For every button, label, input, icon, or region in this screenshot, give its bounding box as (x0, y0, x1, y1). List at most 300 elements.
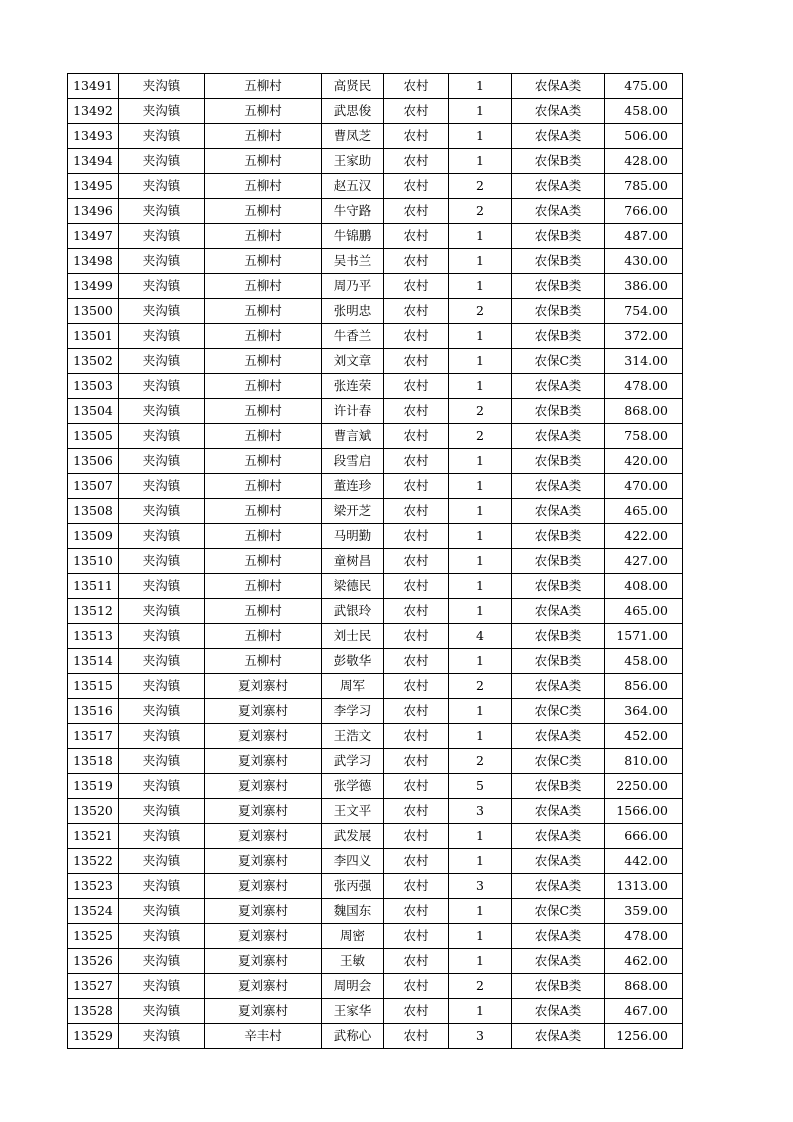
household-type-cell: 农村 (384, 849, 449, 874)
table-row (68, 99, 683, 124)
serial-number-cell: 13525 (68, 924, 119, 949)
amount-cell: 452.00 (605, 724, 683, 749)
serial-number-cell: 13493 (68, 124, 119, 149)
household-type-cell: 农村 (384, 249, 449, 274)
amount-cell: 487.00 (605, 224, 683, 249)
town-cell: 夹沟镇 (119, 874, 205, 899)
serial-number-cell: 13500 (68, 299, 119, 324)
table-row (68, 349, 683, 374)
table-row (68, 824, 683, 849)
roster-body (68, 74, 683, 1049)
table-row (68, 599, 683, 624)
category-cell: 农保A类 (512, 74, 605, 99)
category-cell: 农保A类 (512, 674, 605, 699)
household-type-cell: 农村 (384, 149, 449, 174)
village-cell: 夏刘寨村 (205, 824, 322, 849)
category-cell: 农保B类 (512, 149, 605, 174)
amount-cell: 465.00 (605, 499, 683, 524)
town-cell: 夹沟镇 (119, 749, 205, 774)
serial-number-cell: 13512 (68, 599, 119, 624)
village-cell: 五柳村 (205, 124, 322, 149)
amount-cell: 458.00 (605, 649, 683, 674)
category-cell: 农保B类 (512, 549, 605, 574)
village-cell: 夏刘寨村 (205, 799, 322, 824)
member-count-cell: 3 (449, 1024, 512, 1049)
table-row (68, 199, 683, 224)
serial-number-cell: 13498 (68, 249, 119, 274)
village-cell: 五柳村 (205, 649, 322, 674)
member-count-cell: 1 (449, 899, 512, 924)
village-cell: 五柳村 (205, 74, 322, 99)
household-type-cell: 农村 (384, 424, 449, 449)
town-cell: 夹沟镇 (119, 474, 205, 499)
member-count-cell: 1 (449, 999, 512, 1024)
name-cell: 武思俊 (322, 99, 384, 124)
category-cell: 农保A类 (512, 174, 605, 199)
village-cell: 夏刘寨村 (205, 999, 322, 1024)
town-cell: 夹沟镇 (119, 499, 205, 524)
household-type-cell: 农村 (384, 274, 449, 299)
name-cell: 梁德民 (322, 574, 384, 599)
category-cell: 农保A类 (512, 824, 605, 849)
town-cell: 夹沟镇 (119, 924, 205, 949)
category-cell: 农保A类 (512, 924, 605, 949)
name-cell: 周明会 (322, 974, 384, 999)
town-cell: 夹沟镇 (119, 324, 205, 349)
table-row (68, 624, 683, 649)
serial-number-cell: 13524 (68, 899, 119, 924)
town-cell: 夹沟镇 (119, 849, 205, 874)
household-type-cell: 农村 (384, 999, 449, 1024)
member-count-cell: 1 (449, 74, 512, 99)
household-type-cell: 农村 (384, 624, 449, 649)
name-cell: 王家华 (322, 999, 384, 1024)
amount-cell: 462.00 (605, 949, 683, 974)
village-cell: 夏刘寨村 (205, 749, 322, 774)
member-count-cell: 3 (449, 799, 512, 824)
village-cell: 五柳村 (205, 349, 322, 374)
name-cell: 周军 (322, 674, 384, 699)
name-cell: 武称心 (322, 1024, 384, 1049)
name-cell: 马明勤 (322, 524, 384, 549)
serial-number-cell: 13516 (68, 699, 119, 724)
town-cell: 夹沟镇 (119, 774, 205, 799)
town-cell: 夹沟镇 (119, 299, 205, 324)
table-row (68, 74, 683, 99)
serial-number-cell: 13513 (68, 624, 119, 649)
category-cell: 农保B类 (512, 324, 605, 349)
village-cell: 夏刘寨村 (205, 874, 322, 899)
table-row (68, 749, 683, 774)
member-count-cell: 1 (449, 449, 512, 474)
village-cell: 五柳村 (205, 424, 322, 449)
table-row (68, 149, 683, 174)
household-type-cell: 农村 (384, 1024, 449, 1049)
category-cell: 农保A类 (512, 124, 605, 149)
household-type-cell: 农村 (384, 74, 449, 99)
serial-number-cell: 13496 (68, 199, 119, 224)
household-type-cell: 农村 (384, 299, 449, 324)
village-cell: 五柳村 (205, 224, 322, 249)
town-cell: 夹沟镇 (119, 274, 205, 299)
town-cell: 夹沟镇 (119, 1024, 205, 1049)
town-cell: 夹沟镇 (119, 149, 205, 174)
member-count-cell: 2 (449, 299, 512, 324)
member-count-cell: 1 (449, 474, 512, 499)
category-cell: 农保A类 (512, 874, 605, 899)
amount-cell: 458.00 (605, 99, 683, 124)
town-cell: 夹沟镇 (119, 974, 205, 999)
roster-table (67, 73, 683, 1049)
member-count-cell: 1 (449, 699, 512, 724)
town-cell: 夹沟镇 (119, 224, 205, 249)
name-cell: 王家助 (322, 149, 384, 174)
serial-number-cell: 13521 (68, 824, 119, 849)
village-cell: 五柳村 (205, 599, 322, 624)
village-cell: 五柳村 (205, 274, 322, 299)
village-cell: 夏刘寨村 (205, 724, 322, 749)
name-cell: 高贤民 (322, 74, 384, 99)
table-row (68, 899, 683, 924)
amount-cell: 1566.00 (605, 799, 683, 824)
serial-number-cell: 13503 (68, 374, 119, 399)
category-cell: 农保C类 (512, 899, 605, 924)
table-row (68, 724, 683, 749)
member-count-cell: 1 (449, 724, 512, 749)
member-count-cell: 1 (449, 499, 512, 524)
name-cell: 武银玲 (322, 599, 384, 624)
amount-cell: 386.00 (605, 274, 683, 299)
serial-number-cell: 13511 (68, 574, 119, 599)
category-cell: 农保B类 (512, 524, 605, 549)
table-row (68, 674, 683, 699)
member-count-cell: 3 (449, 874, 512, 899)
table-row (68, 274, 683, 299)
member-count-cell: 2 (449, 749, 512, 774)
name-cell: 周乃平 (322, 274, 384, 299)
village-cell: 五柳村 (205, 174, 322, 199)
amount-cell: 856.00 (605, 674, 683, 699)
member-count-cell: 5 (449, 774, 512, 799)
amount-cell: 408.00 (605, 574, 683, 599)
amount-cell: 868.00 (605, 974, 683, 999)
name-cell: 牛香兰 (322, 324, 384, 349)
serial-number-cell: 13505 (68, 424, 119, 449)
amount-cell: 758.00 (605, 424, 683, 449)
household-type-cell: 农村 (384, 899, 449, 924)
serial-number-cell: 13508 (68, 499, 119, 524)
household-type-cell: 农村 (384, 699, 449, 724)
household-type-cell: 农村 (384, 549, 449, 574)
serial-number-cell: 13506 (68, 449, 119, 474)
village-cell: 五柳村 (205, 249, 322, 274)
name-cell: 张丙强 (322, 874, 384, 899)
household-type-cell: 农村 (384, 524, 449, 549)
town-cell: 夹沟镇 (119, 374, 205, 399)
table-row (68, 474, 683, 499)
name-cell: 张明忠 (322, 299, 384, 324)
table-row (68, 549, 683, 574)
household-type-cell: 农村 (384, 399, 449, 424)
amount-cell: 478.00 (605, 374, 683, 399)
category-cell: 农保B类 (512, 774, 605, 799)
member-count-cell: 2 (449, 174, 512, 199)
amount-cell: 2250.00 (605, 774, 683, 799)
table-row (68, 299, 683, 324)
category-cell: 农保B类 (512, 224, 605, 249)
category-cell: 农保A类 (512, 599, 605, 624)
village-cell: 夏刘寨村 (205, 774, 322, 799)
table-row (68, 424, 683, 449)
town-cell: 夹沟镇 (119, 724, 205, 749)
name-cell: 王浩文 (322, 724, 384, 749)
category-cell: 农保A类 (512, 374, 605, 399)
amount-cell: 810.00 (605, 749, 683, 774)
serial-number-cell: 13504 (68, 399, 119, 424)
household-type-cell: 农村 (384, 574, 449, 599)
category-cell: 农保C类 (512, 749, 605, 774)
serial-number-cell: 13518 (68, 749, 119, 774)
amount-cell: 372.00 (605, 324, 683, 349)
serial-number-cell: 13494 (68, 149, 119, 174)
village-cell: 辛丰村 (205, 1024, 322, 1049)
town-cell: 夹沟镇 (119, 574, 205, 599)
name-cell: 梁开芝 (322, 499, 384, 524)
town-cell: 夹沟镇 (119, 674, 205, 699)
household-type-cell: 农村 (384, 349, 449, 374)
category-cell: 农保A类 (512, 1024, 605, 1049)
table-row (68, 1024, 683, 1049)
town-cell: 夹沟镇 (119, 649, 205, 674)
amount-cell: 1313.00 (605, 874, 683, 899)
amount-cell: 868.00 (605, 399, 683, 424)
member-count-cell: 4 (449, 624, 512, 649)
village-cell: 五柳村 (205, 449, 322, 474)
table-row (68, 124, 683, 149)
category-cell: 农保A类 (512, 424, 605, 449)
village-cell: 五柳村 (205, 199, 322, 224)
amount-cell: 420.00 (605, 449, 683, 474)
household-type-cell: 农村 (384, 449, 449, 474)
town-cell: 夹沟镇 (119, 399, 205, 424)
name-cell: 段雪启 (322, 449, 384, 474)
member-count-cell: 1 (449, 374, 512, 399)
household-type-cell: 农村 (384, 674, 449, 699)
serial-number-cell: 13509 (68, 524, 119, 549)
village-cell: 五柳村 (205, 324, 322, 349)
member-count-cell: 1 (449, 549, 512, 574)
household-type-cell: 农村 (384, 749, 449, 774)
household-type-cell: 农村 (384, 199, 449, 224)
category-cell: 农保A类 (512, 99, 605, 124)
name-cell: 王敏 (322, 949, 384, 974)
name-cell: 曹言斌 (322, 424, 384, 449)
household-type-cell: 农村 (384, 949, 449, 974)
member-count-cell: 2 (449, 399, 512, 424)
town-cell: 夹沟镇 (119, 124, 205, 149)
name-cell: 彭敬华 (322, 649, 384, 674)
serial-number-cell: 13517 (68, 724, 119, 749)
table-row (68, 649, 683, 674)
serial-number-cell: 13507 (68, 474, 119, 499)
category-cell: 农保B类 (512, 249, 605, 274)
serial-number-cell: 13529 (68, 1024, 119, 1049)
town-cell: 夹沟镇 (119, 449, 205, 474)
village-cell: 夏刘寨村 (205, 849, 322, 874)
name-cell: 刘文章 (322, 349, 384, 374)
town-cell: 夹沟镇 (119, 249, 205, 274)
serial-number-cell: 13510 (68, 549, 119, 574)
amount-cell: 785.00 (605, 174, 683, 199)
serial-number-cell: 13514 (68, 649, 119, 674)
household-type-cell: 农村 (384, 224, 449, 249)
member-count-cell: 2 (449, 199, 512, 224)
town-cell: 夹沟镇 (119, 549, 205, 574)
table-row (68, 774, 683, 799)
name-cell: 武学习 (322, 749, 384, 774)
village-cell: 五柳村 (205, 549, 322, 574)
town-cell: 夹沟镇 (119, 349, 205, 374)
household-type-cell: 农村 (384, 374, 449, 399)
category-cell: 农保B类 (512, 399, 605, 424)
member-count-cell: 1 (449, 599, 512, 624)
town-cell: 夹沟镇 (119, 599, 205, 624)
name-cell: 武发展 (322, 824, 384, 849)
category-cell: 农保C类 (512, 349, 605, 374)
name-cell: 牛锦鹏 (322, 224, 384, 249)
town-cell: 夹沟镇 (119, 999, 205, 1024)
name-cell: 魏国东 (322, 899, 384, 924)
name-cell: 牛守路 (322, 199, 384, 224)
amount-cell: 364.00 (605, 699, 683, 724)
serial-number-cell: 13492 (68, 99, 119, 124)
name-cell: 张学德 (322, 774, 384, 799)
amount-cell: 766.00 (605, 199, 683, 224)
village-cell: 五柳村 (205, 474, 322, 499)
category-cell: 农保B类 (512, 624, 605, 649)
member-count-cell: 1 (449, 574, 512, 599)
table-row (68, 924, 683, 949)
household-type-cell: 农村 (384, 174, 449, 199)
category-cell: 农保B类 (512, 974, 605, 999)
name-cell: 吴书兰 (322, 249, 384, 274)
name-cell: 童树昌 (322, 549, 384, 574)
household-type-cell: 农村 (384, 599, 449, 624)
category-cell: 农保B类 (512, 274, 605, 299)
table-row (68, 499, 683, 524)
category-cell: 农保A类 (512, 849, 605, 874)
town-cell: 夹沟镇 (119, 624, 205, 649)
table-row (68, 399, 683, 424)
serial-number-cell: 13497 (68, 224, 119, 249)
table-row (68, 524, 683, 549)
table-row (68, 849, 683, 874)
category-cell: 农保B类 (512, 574, 605, 599)
village-cell: 五柳村 (205, 499, 322, 524)
amount-cell: 478.00 (605, 924, 683, 949)
member-count-cell: 1 (449, 274, 512, 299)
village-cell: 夏刘寨村 (205, 899, 322, 924)
household-type-cell: 农村 (384, 724, 449, 749)
amount-cell: 430.00 (605, 249, 683, 274)
name-cell: 王文平 (322, 799, 384, 824)
name-cell: 李学习 (322, 699, 384, 724)
table-row (68, 949, 683, 974)
household-type-cell: 农村 (384, 99, 449, 124)
village-cell: 夏刘寨村 (205, 674, 322, 699)
serial-number-cell: 13520 (68, 799, 119, 824)
town-cell: 夹沟镇 (119, 824, 205, 849)
town-cell: 夹沟镇 (119, 199, 205, 224)
member-count-cell: 1 (449, 124, 512, 149)
amount-cell: 314.00 (605, 349, 683, 374)
member-count-cell: 1 (449, 224, 512, 249)
town-cell: 夹沟镇 (119, 174, 205, 199)
amount-cell: 475.00 (605, 74, 683, 99)
table-row (68, 249, 683, 274)
member-count-cell: 2 (449, 424, 512, 449)
village-cell: 夏刘寨村 (205, 699, 322, 724)
table-row (68, 699, 683, 724)
category-cell: 农保A类 (512, 499, 605, 524)
amount-cell: 427.00 (605, 549, 683, 574)
table-row (68, 974, 683, 999)
category-cell: 农保A类 (512, 999, 605, 1024)
amount-cell: 470.00 (605, 474, 683, 499)
table-row (68, 874, 683, 899)
serial-number-cell: 13499 (68, 274, 119, 299)
table-row (68, 799, 683, 824)
member-count-cell: 1 (449, 349, 512, 374)
town-cell: 夹沟镇 (119, 799, 205, 824)
village-cell: 五柳村 (205, 524, 322, 549)
member-count-cell: 1 (449, 649, 512, 674)
village-cell: 夏刘寨村 (205, 974, 322, 999)
serial-number-cell: 13527 (68, 974, 119, 999)
table-row (68, 449, 683, 474)
household-type-cell: 农村 (384, 774, 449, 799)
amount-cell: 422.00 (605, 524, 683, 549)
table-row (68, 574, 683, 599)
amount-cell: 359.00 (605, 899, 683, 924)
household-type-cell: 农村 (384, 824, 449, 849)
village-cell: 五柳村 (205, 624, 322, 649)
member-count-cell: 1 (449, 524, 512, 549)
serial-number-cell: 13501 (68, 324, 119, 349)
name-cell: 董连珍 (322, 474, 384, 499)
member-count-cell: 1 (449, 99, 512, 124)
category-cell: 农保B类 (512, 299, 605, 324)
town-cell: 夹沟镇 (119, 699, 205, 724)
table-row (68, 174, 683, 199)
category-cell: 农保A类 (512, 724, 605, 749)
serial-number-cell: 13519 (68, 774, 119, 799)
household-type-cell: 农村 (384, 474, 449, 499)
household-type-cell: 农村 (384, 874, 449, 899)
town-cell: 夹沟镇 (119, 949, 205, 974)
serial-number-cell: 13528 (68, 999, 119, 1024)
name-cell: 曹凤芝 (322, 124, 384, 149)
amount-cell: 1256.00 (605, 1024, 683, 1049)
name-cell: 李四义 (322, 849, 384, 874)
serial-number-cell: 13502 (68, 349, 119, 374)
town-cell: 夹沟镇 (119, 424, 205, 449)
town-cell: 夹沟镇 (119, 74, 205, 99)
category-cell: 农保A类 (512, 474, 605, 499)
name-cell: 刘士民 (322, 624, 384, 649)
household-type-cell: 农村 (384, 974, 449, 999)
category-cell: 农保A类 (512, 949, 605, 974)
